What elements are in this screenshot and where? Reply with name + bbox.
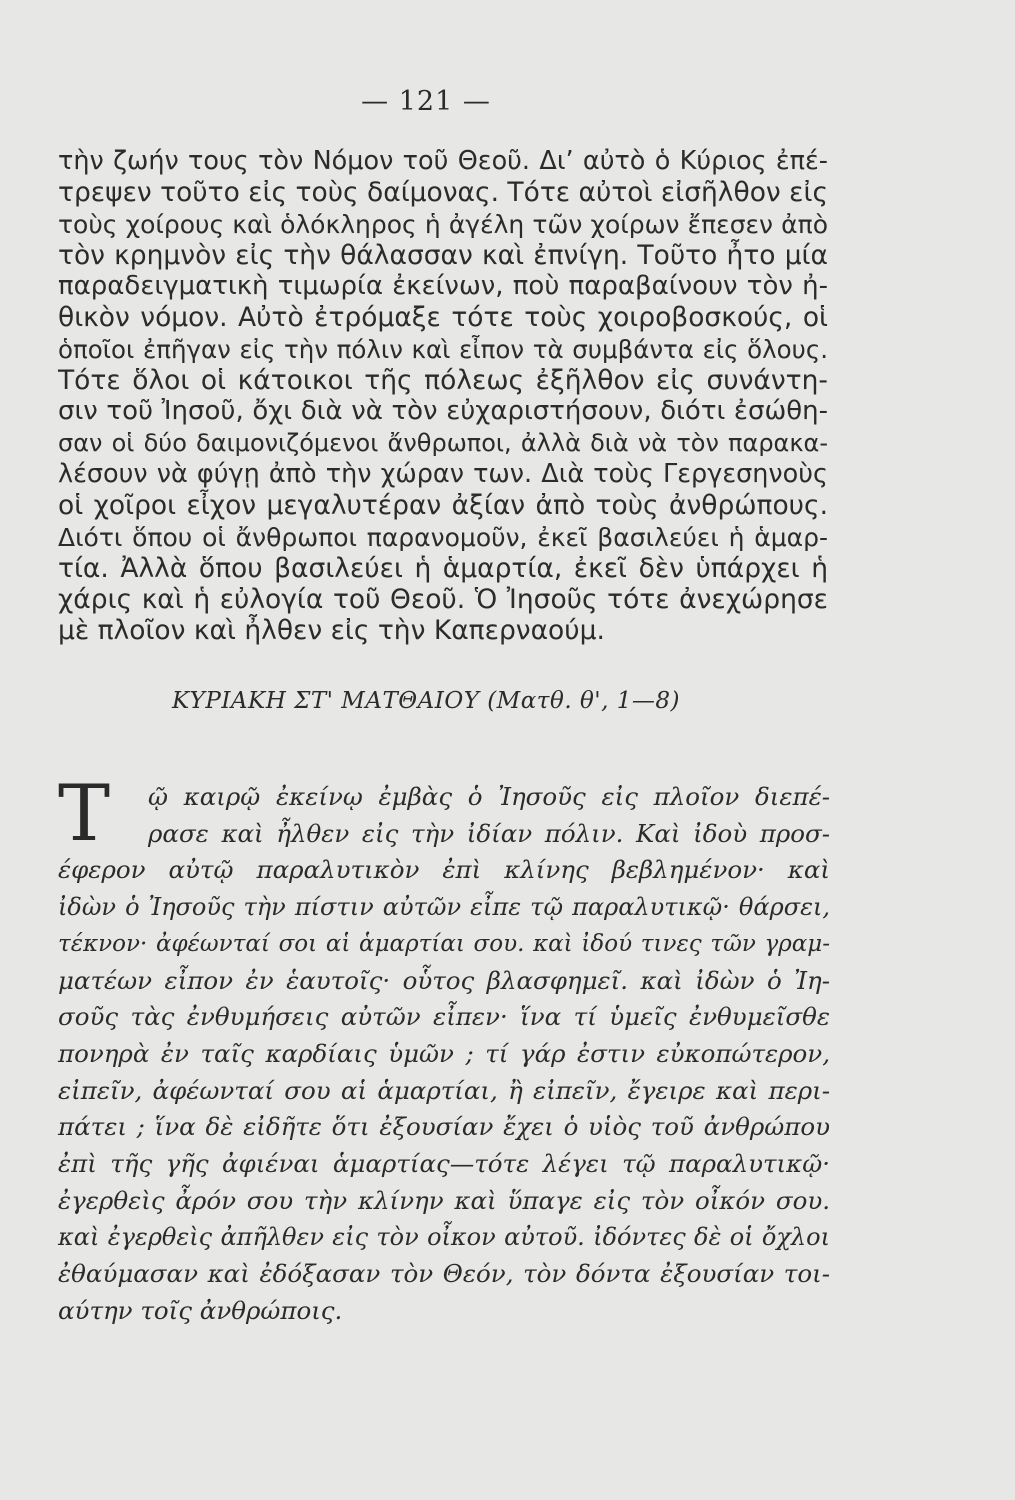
passage-line: ῷ καιρῷ ἐκείνῳ ἐμβὰς ὁ Ἰησοῦς εἰς πλοῖον διεπέ-: [148, 782, 830, 811]
passage-line: ἰδὼν ὁ Ἰησοῦς τὴν πίστιν αὐτῶν εἶπε τῷ παραλυτικῷ· θάρσει,: [58, 893, 830, 922]
passage-line: ματέων εἶπον ἐν ἑαυτοῖς· οὗτος βλασφημεῖ. καὶ ἰδὼν ὁ Ἰη-: [58, 965, 830, 995]
passage-line: εἰπεῖν, ἀφέωνταί σου αἱ ἁμαρτίαι, ἢ εἰπεῖν, ἔγειρε καὶ περι-: [58, 1075, 830, 1105]
passage-line: ρασε καὶ ἦλθεν εἰς τὴν ἰδίαν πόλιν. Καὶ ἰδοὺ προσ-: [148, 818, 830, 848]
passage-line: σοῦς τὰς ἐνθυμήσεις αὐτῶν εἶπεν· ἵνα τί ὑμεῖς ἐνθυμεῖσθε: [58, 1002, 830, 1032]
text-line: τρεψεν τοῦτο εἰς τοὺς δαίμονας. Τότε αὐτοὶ εἰσῆλθον εἰς: [58, 177, 828, 209]
text-line: τοὺς χοίρους καὶ ὁλόκληρος ἡ ἀγέλη τῶν χοίρων ἔπεσεν ἀπὸ: [58, 209, 828, 239]
text-line: Διότι ὅπου οἱ ἄνθρωποι παρανομοῦν, ἐκεῖ βασιλεύει ἡ ἁμαρ-: [58, 522, 828, 552]
text-line: σιν τοῦ Ἰησοῦ, ὄχι διὰ νὰ τὸν εὐχαριστήσουν, διότι ἐσώθη-: [58, 396, 828, 427]
section-heading: ΚΥΡΙΑΚΗ ΣΤ' ΜΑΤΘΑΙΟΥ (Ματθ. θ', 1—8): [171, 688, 680, 714]
text-line: θικὸν νόμον. Αὐτὸ ἐτρόμαξε τότε τοὺς χοιροβοσκούς, οἱ: [58, 302, 828, 334]
passage-line: έφερον αὐτῷ παραλυτικὸν ἐπὶ κλίνης βεβλημένον· καὶ: [58, 855, 830, 885]
page-number: — 121 —: [361, 86, 491, 117]
passage-line: καὶ ἐγερθεὶς ἀπῆλθεν εἰς τὸν οἶκον αὐτοῦ. ἰδόντες δὲ οἱ ὄχλοι: [58, 1223, 830, 1252]
gospel-passage: [58, 769, 830, 1330]
passage-line: ἐπὶ τῆς γῆς ἀφιέναι ἁμαρτίας—τότε λέγει τῷ παραλυτικῷ·: [58, 1149, 830, 1179]
passage-line: πονηρὰ ἐν ταῖς καρδίαις ὑμῶν ; τί γάρ ἐστιν εὐκοπώτερον,: [58, 1038, 830, 1068]
text-line: οἱ χοῖροι εἶχον μεγαλυτέραν ἀξίαν ἀπὸ τοὺς ἀνθρώπους.: [58, 490, 828, 522]
text-line: σαν οἱ δύο δαιμονιζόμενοι ἄνθρωποι, ἀλλὰ διὰ νὰ τὸν παρακα-: [58, 428, 828, 457]
text-line: μὲ πλοῖον καὶ ἦλθεν εἰς τὴν Καπερναούμ.: [58, 615, 605, 647]
text-line: τὸν κρημνὸν εἰς τὴν θάλασσαν καὶ ἐπνίγη. Τοῦτο ἦτο μία: [58, 239, 828, 271]
text-line: τία. Ἀλλὰ ὅπου βασιλεύει ἡ ἁμαρτία, ἐκεῖ δὲν ὑπάρχει ἡ: [58, 552, 828, 584]
text-line: λέσουν νὰ φύγῃ ἀπὸ τὴν χώραν των. Διὰ τοὺς Γεργεσηνοὺς: [58, 458, 828, 489]
passage-line: ἐθαύμασαν καὶ ἐδόξασαν τὸν Θεόν, τὸν δόντα ἐξουσίαν τοι-: [58, 1259, 830, 1289]
text-line: τὴν ζωήν τους τὸν Νόμον τοῦ Θεοῦ. Δι’ αὐτὸ ὁ Κύριος ἐπέ-: [58, 146, 828, 176]
passage-line: τέκνον· ἀφέωνταί σοι αἱ ἁμαρτίαι σου. καὶ ἰδού τινες τῶν γραμ-: [58, 930, 830, 957]
text-line: χάρις καὶ ἡ εὐλογία τοῦ Θεοῦ. Ὁ Ἰησοῦς τότε ἀνεχώρησε: [58, 584, 828, 616]
text-line: Τότε ὅλοι οἱ κάτοικοι τῆς πόλεως ἐξῆλθον εἰς συνάντη-: [58, 365, 828, 397]
text-line: ὁποῖοι ἐπῆγαν εἰς τὴν πόλιν καὶ εἶπον τὰ συμβάντα εἰς ὅλους.: [58, 334, 828, 364]
text-line: παραδειγματικὴ τιμωρία ἐκείνων, ποὺ παραβαίνουν τὸν ἠ-: [58, 271, 828, 302]
passage-line: ἐγερθεὶς ἆρόν σου τὴν κλίνην καὶ ὕπαγε εἰς τὸν οἶκόν σου.: [58, 1185, 830, 1215]
body-text: [58, 146, 828, 647]
passage-line: πάτει ; ἵνα δὲ εἰδῆτε ὅτι ἐξουσίαν ἔχει ὁ υἱὸς τοῦ ἀνθρώπου: [58, 1112, 830, 1142]
passage-line: αύτην τοῖς ἀνθρώποις.: [58, 1295, 343, 1325]
drop-cap: Τ: [58, 769, 111, 859]
